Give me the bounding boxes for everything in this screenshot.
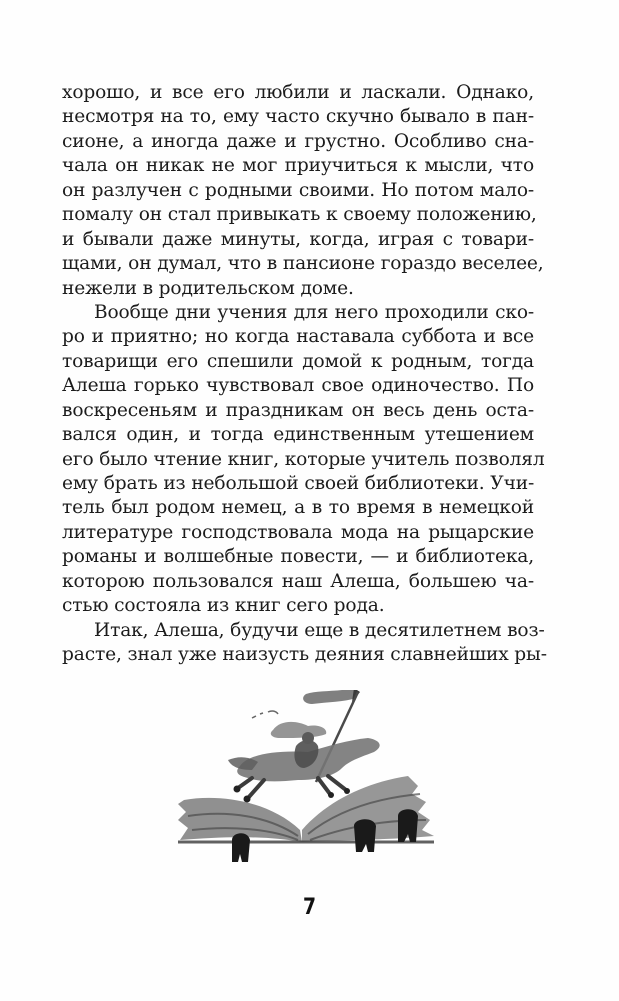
page-number: 7: [302, 895, 317, 920]
text-line: Вообще дни учения для него проходили ско-: [94, 301, 534, 323]
text-line: щами, он думал, что в пансионе гораздо веселее,: [62, 253, 544, 275]
body-text: [62, 81, 547, 668]
text-line: товарищи его спешили домой к родным, тогда: [62, 350, 534, 372]
text-line: его было чтение книг, которые учитель позволял: [62, 448, 545, 470]
text-line: вался один, и тогда единственным утешением: [62, 424, 534, 446]
text-line: Итак, Алеша, будучи еще в десятилетнем воз-: [94, 619, 545, 641]
text-line: тель был родом немец, а в то время в немецкой: [62, 497, 534, 519]
text-line: сионе, а иногда даже и грустно. Особливо сна-: [62, 130, 534, 152]
text-line: воскресеньям и праздникам он весь день оста-: [62, 399, 534, 421]
text-line: литературе господствовала мода на рыцарские: [62, 521, 534, 543]
text-line: и бывали даже минуты, когда, играя с товари-: [62, 228, 534, 250]
knight-over-book-illustration: [168, 690, 453, 875]
text-line: ему брать из небольшой своей библиотеки. Учи-: [62, 473, 535, 494]
text-line: несмотря на то, ему часто скучно бывало в пан-: [62, 106, 534, 128]
text-line: расте, знал уже наизусть деяния славнейших ры-: [62, 644, 547, 666]
text-line: которою пользовался наш Алеша, большею ча-: [62, 570, 534, 592]
text-line: он разлучен с родными своими. Но потом мало-: [62, 179, 534, 201]
text-line: стью состояла из книг сего рода.: [62, 595, 385, 617]
text-line: хорошо, и все его любили и ласкали. Однако,: [62, 82, 534, 103]
text-line: романы и волшебные повести, — и библиотека,: [62, 546, 534, 568]
open-book-icon: [178, 776, 434, 842]
text-line: ро и приятно; но когда наставала суббота и все: [62, 326, 534, 348]
text-line: чала он никак не мог приучиться к мысли, что: [62, 155, 534, 177]
text-line: нежели в родительском доме.: [62, 277, 354, 299]
text-line: помалу он стал привыкать к своему положению,: [62, 204, 537, 226]
text-line: Алеша горько чувствовал свое одиночество. По: [62, 375, 534, 397]
